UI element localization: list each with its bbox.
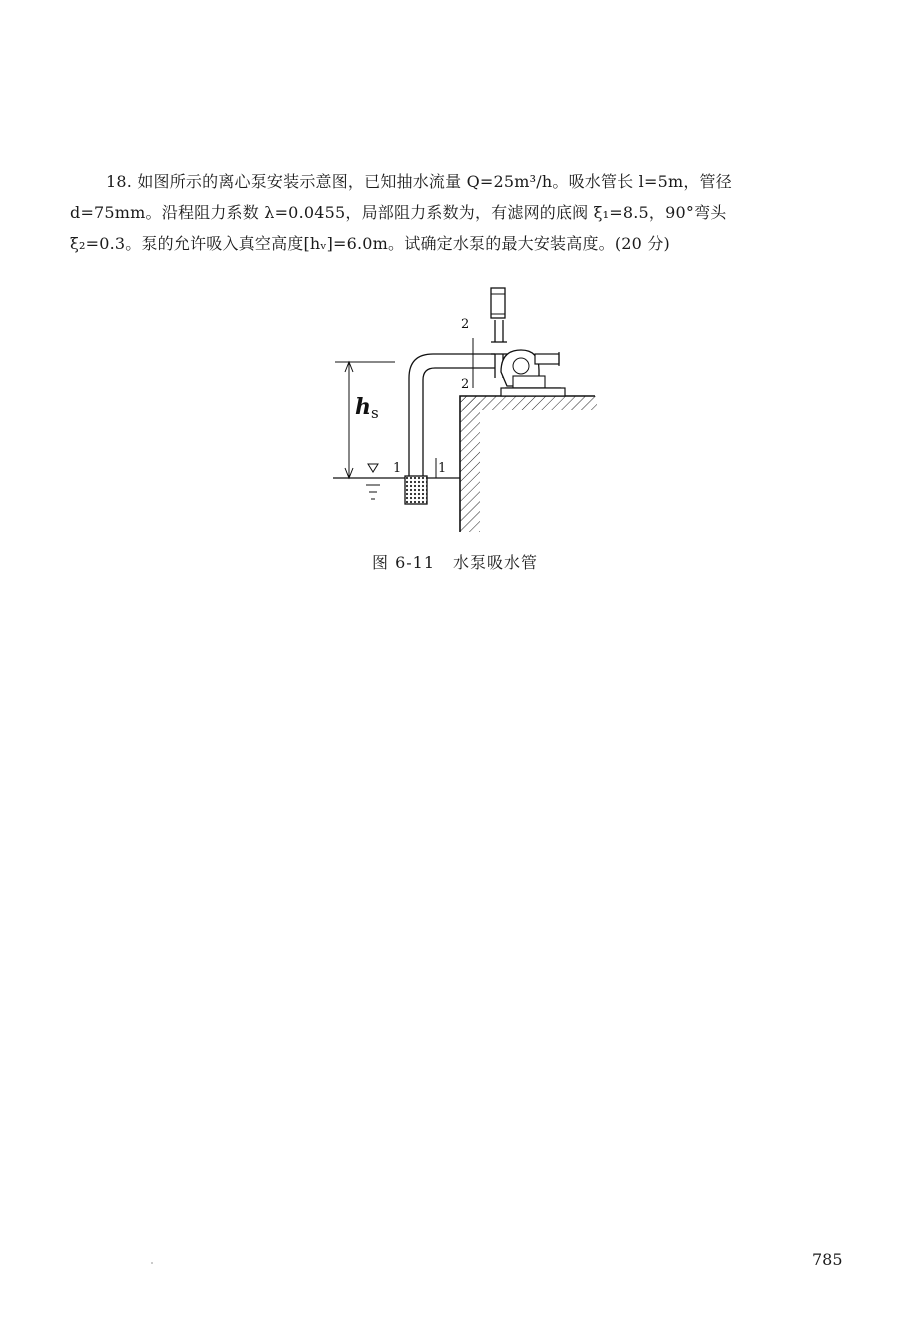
section-2-label-bottom: 2 — [461, 377, 470, 392]
page-number: 785 — [812, 1250, 843, 1269]
figure-number: 图 6-11 — [372, 553, 436, 572]
ground-hatching — [460, 396, 597, 532]
pump-suction-diagram — [325, 280, 605, 540]
hs-dimension — [335, 362, 395, 478]
question-line-3: ξ₂=0.3。泵的允许吸入真空高度[hᵥ]=6.0m。试确定水泵的最大安装高度。(20 分) — [70, 234, 670, 253]
scan-speck — [151, 1262, 153, 1264]
section-1-label-right: 1 — [438, 461, 447, 476]
foot-valve-strainer — [405, 476, 427, 504]
figure-title: 水泵吸水管 — [453, 553, 539, 572]
question-line-1: 18. 如图所示的离心泵安装示意图，已知抽水流量 Q=25m³/h。吸水管长 l=5m，管径 — [106, 172, 732, 191]
hs-label: hs — [355, 394, 379, 422]
suction-pipe — [409, 354, 495, 476]
section-1-label-left: 1 — [393, 461, 402, 476]
question-line-2: d=75mm。沿程阻力系数 λ=0.0455，局部阻力系数为，有滤网的底阀 ξ₁=8.5，90°弯头 — [70, 203, 727, 222]
centrifugal-pump — [501, 350, 565, 396]
question-text — [70, 166, 860, 259]
section-2-label-top: 2 — [461, 317, 470, 332]
figure-caption — [372, 550, 538, 573]
